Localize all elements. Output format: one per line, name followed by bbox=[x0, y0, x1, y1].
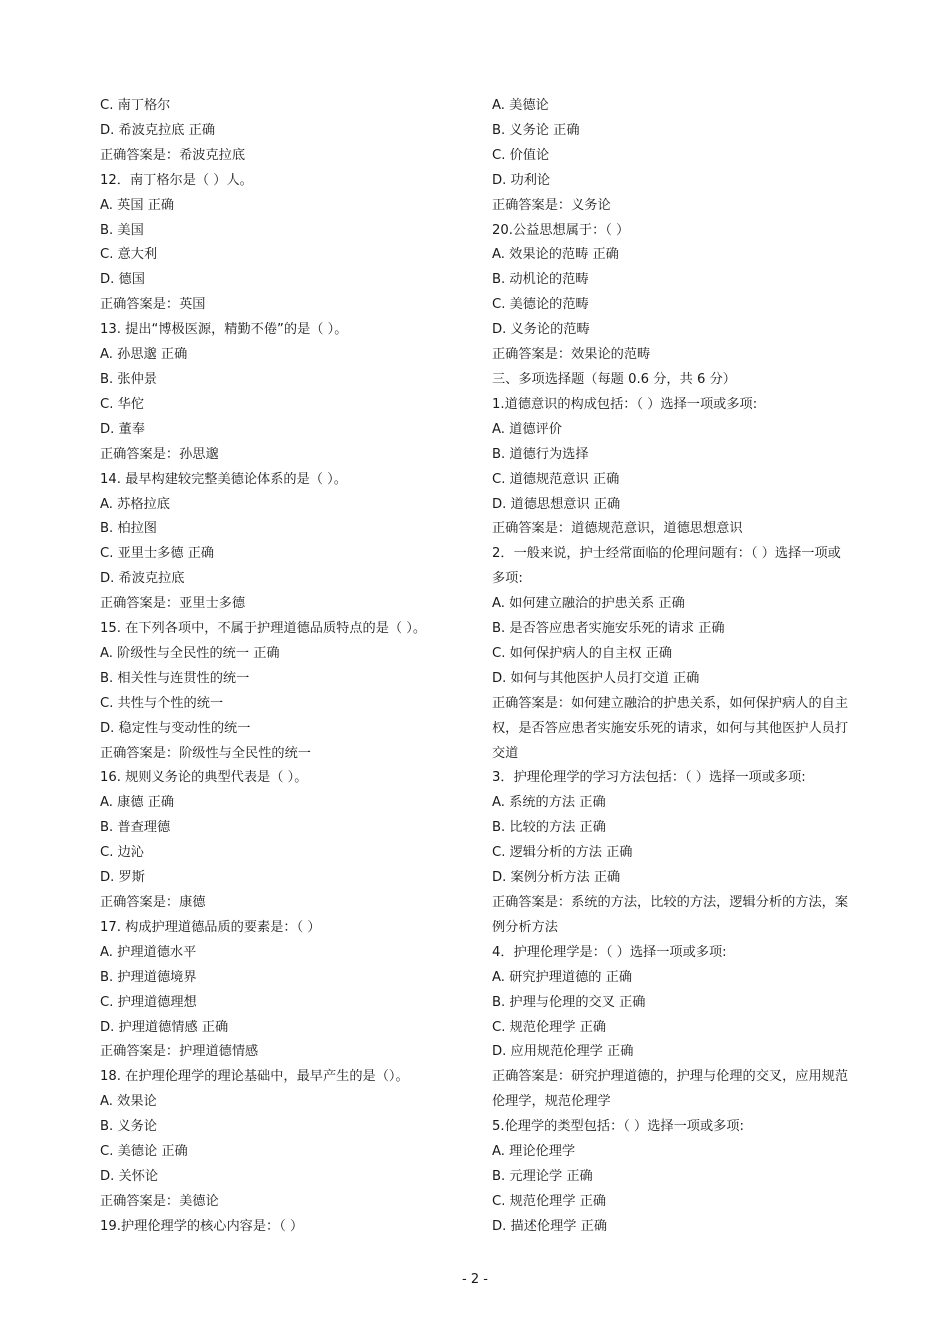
text-line: A. 护理道德水平 bbox=[100, 944, 197, 960]
text-line: D. 希波克拉底 bbox=[100, 571, 185, 587]
question-line: 5.伦理学的类型包括：（ ）选择一项或多项: bbox=[492, 1119, 744, 1135]
question-line: 19.护理伦理学的核心内容是：（ ） bbox=[100, 1218, 304, 1234]
question-line: 18. 在护理伦理学的理论基础中，最早产生的是（）。 bbox=[100, 1069, 409, 1085]
question-line: 14. 最早构建较完整美德论体系的是（ ）。 bbox=[100, 471, 347, 487]
text-line: C. 意大利 bbox=[100, 247, 158, 263]
text-line: B. 元理论学 正确 bbox=[492, 1168, 593, 1184]
question-line: 13. 提出“博极医源，精勤不倦”的是（ ）。 bbox=[100, 322, 348, 338]
text-line: C. 价值论 bbox=[492, 147, 550, 163]
text-line: D. 德国 bbox=[100, 272, 145, 288]
text-line: D. 希波克拉底 正确 bbox=[100, 122, 216, 138]
text-line: D. 义务论的范畴 bbox=[492, 322, 590, 338]
text-line: C. 规范伦理学 正确 bbox=[492, 1193, 607, 1209]
question-line: 15. 在下列各项中，不属于护理道德品质特点的是（ ）。 bbox=[100, 621, 427, 637]
text-line: B. 美国 bbox=[100, 222, 144, 238]
text-line: C. 道德规范意识 正确 bbox=[492, 471, 620, 487]
text-line: B. 道德行为选择 bbox=[492, 446, 589, 462]
text-line: D. 功利论 bbox=[492, 172, 551, 188]
text-line: C. 美德论 正确 bbox=[100, 1144, 188, 1160]
question-line: 16. 规则义务论的典型代表是（ ）。 bbox=[100, 770, 308, 786]
text-line: C. 亚里士多德 正确 bbox=[100, 546, 215, 562]
text-line: 正确答案是：义务论 bbox=[492, 197, 611, 213]
question-line: 12．南丁格尔是（ ）人。 bbox=[100, 172, 253, 188]
text-line: D. 罗斯 bbox=[100, 870, 145, 886]
question-line: 20.公益思想属于：（ ） bbox=[492, 222, 630, 238]
section-heading: 三、多项选择题（每题 0.6 分，共 6 分） bbox=[492, 371, 736, 387]
text-line: A. 研究护理道德的 正确 bbox=[492, 969, 633, 985]
text-line: D. 护理道德情感 正确 bbox=[100, 1019, 229, 1035]
text-line: B. 普查理德 bbox=[100, 820, 171, 836]
text-line: C. 美德论的范畴 bbox=[492, 297, 589, 313]
text-line: 正确答案是：亚里士多德 bbox=[100, 596, 246, 612]
text-line: D. 关怀论 bbox=[100, 1168, 159, 1184]
text-line: B. 护理与伦理的交叉 正确 bbox=[492, 994, 646, 1010]
text-line: 正确答案是：效果论的范畴 bbox=[492, 347, 651, 363]
text-line: C. 如何保护病人的自主权 正确 bbox=[492, 645, 673, 661]
text-line: B. 张仲景 bbox=[100, 371, 157, 387]
page-number: - 2 - bbox=[462, 1272, 488, 1287]
text-line: C. 边沁 bbox=[100, 845, 144, 861]
text-line: A. 效果论的范畴 正确 bbox=[492, 247, 619, 263]
text-line: B. 动机论的范畴 bbox=[492, 272, 589, 288]
text-line: C. 护理道德理想 bbox=[100, 994, 197, 1010]
text-line: C. 共性与个性的统一 bbox=[100, 695, 224, 711]
text-line: C. 规范伦理学 正确 bbox=[492, 1019, 607, 1035]
text-line: B. 护理道德境界 bbox=[100, 969, 197, 985]
text-line: 正确答案是：康德 bbox=[100, 895, 206, 910]
text-line: D. 应用规范伦理学 正确 bbox=[492, 1044, 634, 1060]
text-line: 正确答案是：如何建立融洽的护患关系，如何保护病人的自主权，是否答应患者实施安乐死的请求，如何与其他医护人员打交道 bbox=[492, 695, 849, 761]
text-line: A. 道德评价 bbox=[492, 421, 562, 437]
text-line: A. 苏格拉底 bbox=[100, 496, 170, 512]
right-column bbox=[492, 94, 854, 1240]
text-line: 正确答案是：希波克拉底 bbox=[100, 147, 246, 163]
text-line: B. 义务论 正确 bbox=[492, 122, 580, 138]
question-line: 2．一般来说，护士经常面临的伦理问题有：（ ）选择一项或多项: bbox=[492, 546, 841, 587]
question-line: 1.道德意识的构成包括：（ ）选择一项或多项: bbox=[492, 396, 758, 412]
text-line: B. 义务论 bbox=[100, 1119, 157, 1135]
text-line: D. 描述伦理学 正确 bbox=[492, 1218, 608, 1234]
text-line: 正确答案是：系统的方法，比较的方法，逻辑分析的方法，案例分析方法 bbox=[492, 895, 849, 935]
text-line: A. 阶级性与全民性的统一 正确 bbox=[100, 645, 280, 661]
question-line: 17. 构成护理道德品质的要素是：（ ） bbox=[100, 919, 321, 935]
text-line: A. 孙思邈 正确 bbox=[100, 347, 188, 363]
text-line: B. 相关性与连贯性的统一 bbox=[100, 670, 250, 686]
text-line: C. 南丁格尔 bbox=[100, 98, 171, 113]
text-line: B. 柏拉图 bbox=[100, 521, 157, 537]
text-line: A. 英国 正确 bbox=[100, 197, 175, 213]
text-line: 正确答案是：护理道德情感 bbox=[100, 1044, 259, 1060]
text-line: A. 效果论 bbox=[100, 1094, 157, 1110]
text-line: B. 比较的方法 正确 bbox=[492, 820, 606, 836]
question-line: 3．护理伦理学的学习方法包括：（ ）选择一项或多项: bbox=[492, 770, 806, 786]
text-line: 正确答案是：研究护理道德的，护理与伦理的交叉，应用规范伦理学，规范伦理学 bbox=[492, 1069, 849, 1110]
text-line: D. 稳定性与变动性的统一 bbox=[100, 720, 251, 736]
text-line: 正确答案是：阶级性与全民性的统一 bbox=[100, 745, 311, 761]
text-line: A. 康德 正确 bbox=[100, 795, 175, 811]
text-line: C. 逻辑分析的方法 正确 bbox=[492, 845, 633, 861]
text-line: A. 系统的方法 正确 bbox=[492, 795, 606, 811]
text-line: D. 如何与其他医护人员打交道 正确 bbox=[492, 670, 700, 686]
text-line: 正确答案是：英国 bbox=[100, 297, 206, 313]
question-line: 4．护理伦理学是：（ ）选择一项或多项: bbox=[492, 944, 727, 960]
text-line: 正确答案是：美德论 bbox=[100, 1193, 219, 1209]
left-column bbox=[100, 94, 470, 1240]
text-line: A. 理论伦理学 bbox=[492, 1144, 576, 1160]
text-line: B. 是否答应患者实施安乐死的请求 正确 bbox=[492, 621, 725, 637]
text-line: A. 美德论 bbox=[492, 98, 549, 113]
text-line: D. 案例分析方法 正确 bbox=[492, 870, 621, 886]
text-line: D. 道德思想意识 正确 bbox=[492, 496, 621, 512]
text-line: C. 华佗 bbox=[100, 396, 144, 412]
text-line: 正确答案是：道德规范意识，道德思想意识 bbox=[492, 521, 743, 537]
text-line: A. 如何建立融洽的护患关系 正确 bbox=[492, 596, 685, 612]
text-line: 正确答案是：孙思邈 bbox=[100, 446, 219, 462]
text-line: D. 董奉 bbox=[100, 421, 145, 437]
